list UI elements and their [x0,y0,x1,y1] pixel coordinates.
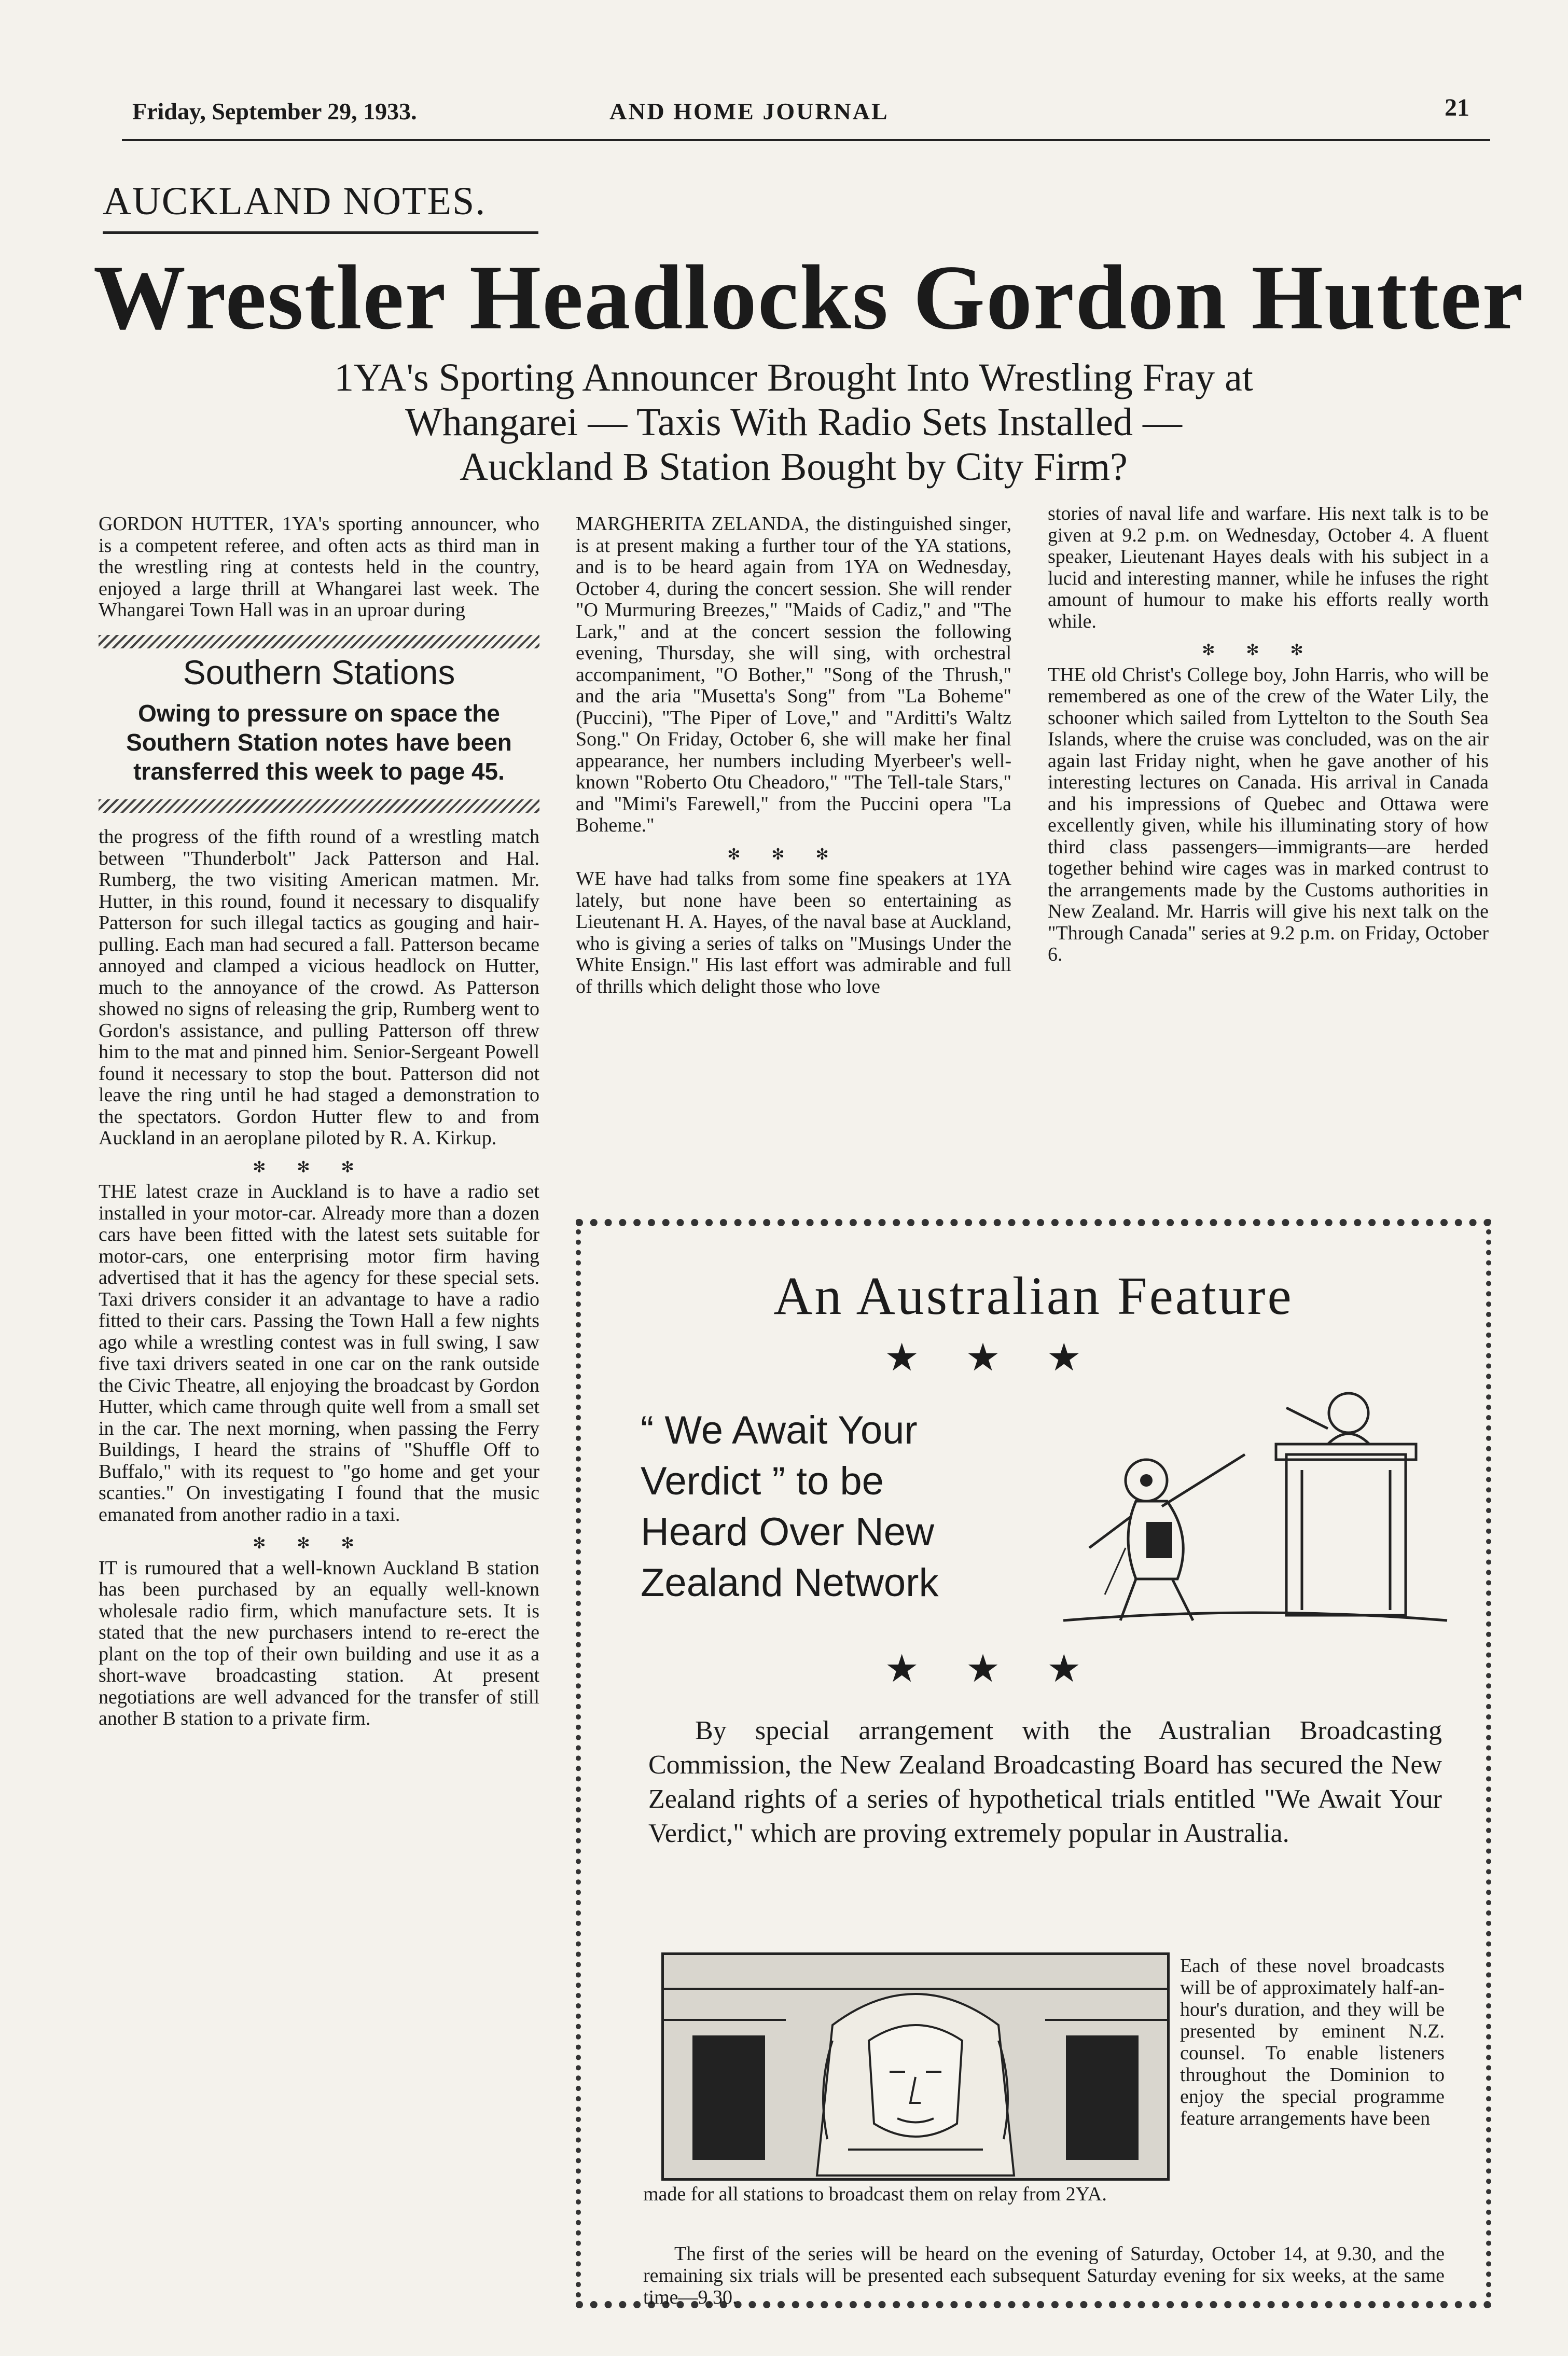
subheadline-line: Auckland B Station Bought by City Firm? [460,445,1128,489]
article-paragraph: stories of naval life and warfare. His next talk is to be given at 9.2 p.m. on Wednesday, October 4. A fluent speaker, Lieutenant Hayes deals with his subject in a lucid and interesting manner, while he infuses the right amount of humour to make his efforts really worth while. [1048,503,1489,632]
southern-stations-notice: Owing to pressure on space the Southern Station notes have been transferred this week to page 45. [126,700,512,785]
star-separator: ✻✻✻ [253,1535,385,1552]
headline: Wrestler Headlocks Gordon Hutter [93,246,1524,349]
article-paragraph: WE have had talks from some fine speakers at 1YA lately, but none have been so entertaining as Lieutenant H. A. Hayes, of the naval base at Auckland, who is giving a series of talks on "Musings Under the White Ensign." His last effort was admirable and full of thrills which delight those who love [576,868,1011,997]
quote-line: Verdict ” to be [641,1459,884,1503]
header-rule [122,139,1490,141]
column-2 [576,514,1011,1005]
southern-stations-title: Southern Stations [183,653,455,691]
section-title: AUCKLAND NOTES. [103,179,487,223]
quote-line: Zealand Network [641,1561,939,1605]
column-1 [99,514,539,1737]
star-separator: ✻✻✻ [1202,642,1335,659]
column-3 [1048,503,1489,973]
lawyer-cartoon-illustration [1058,1351,1452,1641]
subheadline-line: 1YA's Sporting Announcer Brought Into Wrestling Fray at [334,356,1253,399]
article-paragraph: IT is rumoured that a well-known Auckland B station has been purchased by an equally well-known wholesale radio firm, which manufacture sets. It is stated that the new purchasers intend to re-erect the plant on the top of their own building and use it as a short-wave broadcasting station. At present negotiations are well advanced for the transfer of still another B station to a private firm. [99,1557,539,1729]
star-row: ★★★ [884,1648,1128,1690]
star-row: ★★★ [884,1337,1128,1379]
judge-illustration [661,1952,1170,2181]
wavy-divider [99,635,539,648]
page-header [127,93,1475,135]
subheadline [119,355,1468,489]
subheadline-line: Whangarei — Taxis With Radio Sets Installed — [405,400,1182,444]
section-underline [103,231,538,234]
feature-quote [641,1405,1056,1609]
article-paragraph: the progress of the fifth round of a wrestling match between "Thunderbolt" Jack Patterson and Hal. Rumberg, the two visiting American matmen. Mr. Hutter, in this round, found it necessary to disqualify Patterson for such illegal tactics as gouging and hair-pulling. Each man had secured a fall. Patterson became annoyed and clamped a vicious headlock on Hutter, much to the annoyance of the crowd. As Patterson showed no signs of releasing the grip, Rumberg went to Gordon's assistance, and pulling Patterson off threw him to the mat and pinned him. Senior-Sergeant Powell found it necessary to stop the bout. Patterson did not leave the ring until he had staged a demonstration to the spectators. Gordon Hutter flew to and from Auckland in an aeroplane piloted by R. A. Kirkup. [99,826,539,1149]
feature-paragraph: The first of the series will be heard on the evening of Saturday, October 14, at 9.30, and the remaining six trials will be presented each subsequent Saturday evening for six weeks, at the same time—9.30. [643,2243,1445,2308]
article-paragraph: THE old Christ's College boy, John Harris, who will be remembered as one of the crew of the Water Lily, the schooner which sailed from Lyttelton to the South Sea Islands, where the cruise was concluded, was on the air again last Friday night, when he gave another of his interesting lectures on Canada. His arrival in Canada and his impressions of Quebec and Ottawa were excellently given, while his illuminating story of how third class passengers—immigrants—are herded together behind wire cages was in marked contrust to the arrangements made by the Customs authorities in New Zealand. Mr. Harris will give his next talk on the "Through Canada" series at 9.2 p.m. on Friday, October 6. [1048,663,1489,965]
star-separator: ✻✻✻ [727,846,860,863]
feature-title: An Australian Feature [773,1266,1294,1326]
article-paragraph: GORDON HUTTER, 1YA's sporting announcer, who is a competent referee, and often acts as third man in the wrestling ring at contests held in the country, enjoyed a large thrill at Whangarei last week. The Whangarei Town Hall was in an uproar during [99,513,539,621]
star-separator: ✻✻✻ [253,1158,385,1176]
page-number: 21 [1445,94,1469,121]
feature-paragraph: Each of these novel broadcasts will be of approximately half-an-hour's duration, and they will be presented by eminent N.Z. counsel. To enable listeners throughout the Dominion to enjoy the special programme feature arrangements have been [1180,1955,1445,2129]
southern-stations-box [99,653,539,786]
issue-date: Friday, September 29, 1933. [132,98,417,124]
article-paragraph: MARGHERITA ZELANDA, the distinguished singer, is at present making a further tour of the YA stations, and is to be heard again from 1YA on Wednesday, October 4, during the concert session. She will render "O Murmuring Breezes," "Maids of Cadiz," and "The Lark," and at the concert session the following evening, Thursday, she will sing, with orchestral accompaniment, "O Bother," "Song of the Thrush," and the aria "Musetta's Song" from "La Boheme" (Puccini), "The Piper of Love," and "Arditti's Waltz Song." On Friday, October 6, she will make her final appearance, her numbers including Myerbeer's well-known "Roberto Otu Cheadoro," "The Tell-tale Stars," and "Mimi's Farewell," from the Puccini opera "La Boheme." [576,513,1011,836]
quote-line: Heard Over New [641,1510,934,1554]
quote-line: “ We Await Your [641,1408,918,1452]
feature-paragraph-text: By special arrangement with the Australian Broadcasting Commission, the New Zealand Broadcasting Board has secured the New Zealand rights of a series of hypothetical trials entitled "We Await Your Verdict," which are proving extremely popular in Australia. [648,1716,1442,1848]
australian-feature-box [576,1219,1491,2308]
wavy-divider [99,799,539,813]
feature-paragraph [648,1714,1442,1851]
feature-paragraph: made for all stations to broadcast them on relay from 2YA. [643,2183,1107,2205]
article-paragraph: THE latest craze in Auckland is to have a radio set installed in your motor-car. Already more than a dozen cars have been fitted with the latest sets suitable for motor-cars, one enterprising motor firm having advertised that it has the agency for these special sets. Taxi drivers consider it an advantage to have a radio fitted to their cars. Passing the Town Hall a few nights ago while a wrestling contest was in full swing, I saw five taxi drivers seated in one car on the rank outside the Civic Theatre, all enjoying the broadcast by Gordon Hutter, which came through quite well from a small set in the car. The next morning, when passing the Ferry Buildings, I heard the strains of "Shuffle Off to Buffalo," with its request to "go home and get your scanties." On investigating I found that the music emanated from another radio in a taxi. [99,1181,539,1526]
journal-title: AND HOME JOURNAL [609,98,889,124]
